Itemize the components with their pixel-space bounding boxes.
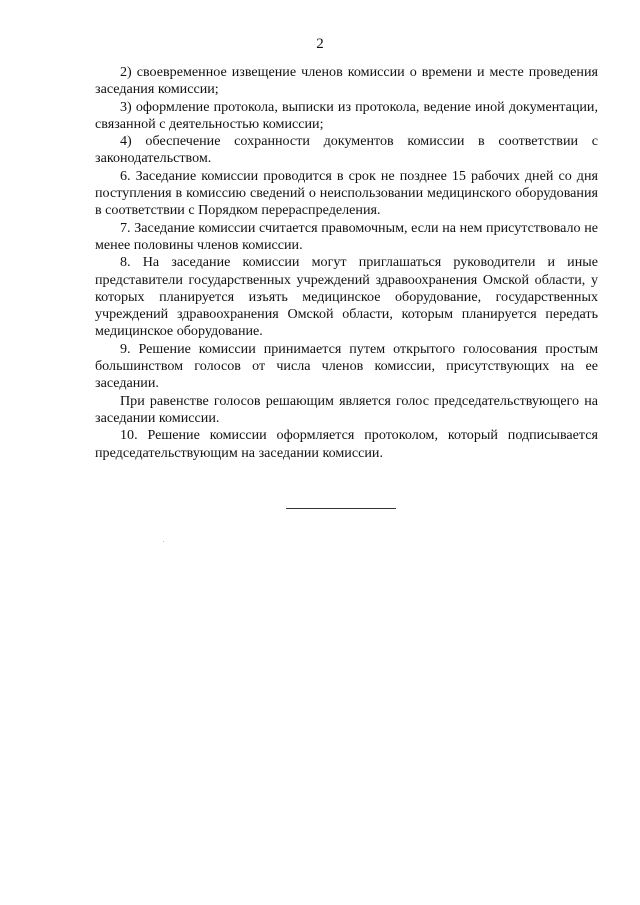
paragraph-9: 9. Решение комиссии принимается путем открытого голосования простым большинством голосов от числа членов комиссии, присутствующих на ее заседании.	[95, 340, 598, 392]
paragraph-10: 10. Решение комиссии оформляется протоколом, который подписывается председательствующим на заседании комиссии.	[95, 427, 598, 461]
document-body	[95, 64, 598, 462]
page-number: 2	[316, 36, 324, 52]
paragraph-6: 6. Заседание комиссии проводится в срок не позднее 15 рабочих дней со дня поступления в комиссию сведений о неиспользовании медицинского оборудования в соответствии с Порядком перераспределения.	[95, 167, 598, 219]
paragraph-8: 8. На заседание комиссии могут приглашаться руководители и иные представители государственных учреждений здравоохранения Омской области, у которых планируется изъять медицинское оборудование, государственных учреждений здравоохранения Омской области, которым планируется передать медицинское оборудование.	[95, 254, 598, 340]
paragraph-item-3: 3) оформление протокола, выписки из протокола, ведение иной документации, связанной с деятельностью комиссии;	[95, 98, 598, 132]
scan-speck	[163, 541, 164, 542]
closing-divider-line	[286, 508, 396, 509]
paragraph-7: 7. Заседание комиссии считается правомочным, если на нем присутствовало не менее половины членов комиссии.	[95, 219, 598, 253]
paragraph-item-4: 4) обеспечение сохранности документов комиссии в соответствии с законодательством.	[95, 133, 598, 167]
paragraph-item-2: 2) своевременное извещение членов комиссии о времени и месте проведения заседания комиссии;	[95, 64, 598, 98]
paragraph-9-tie-rule: При равенстве голосов решающим является голос председательствующего на заседании комиссии.	[95, 392, 598, 426]
